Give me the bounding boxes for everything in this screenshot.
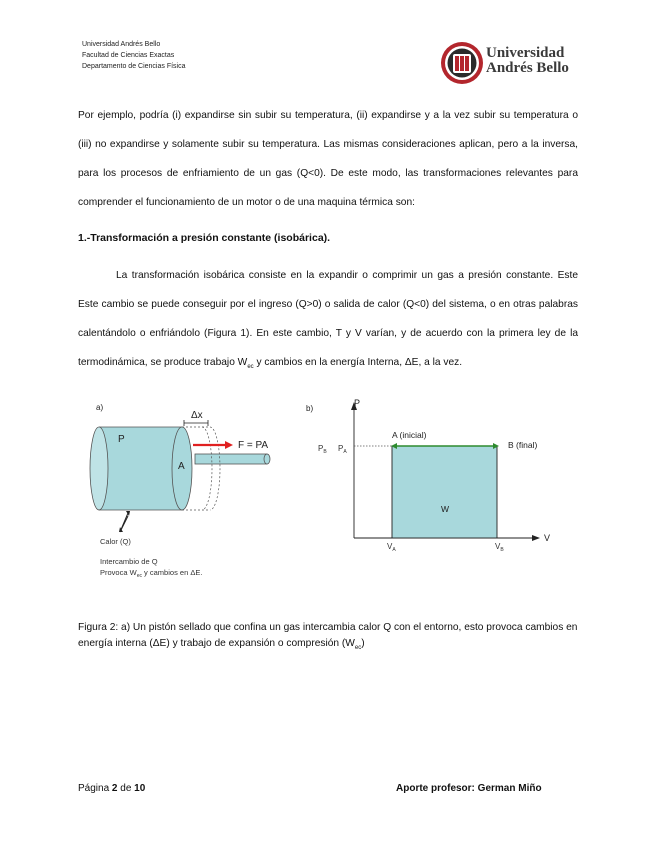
caption-text: Figura 2: a) Un pistón sellado que confina un gas intercambia calor Q con el entorno, esto provoca cambios en energía interna (ΔE) y trabajo de expansión o compresión (W [78,622,578,649]
vb-label [495,542,504,553]
page-total: 10 [134,783,146,794]
pa-label-sub: A [343,449,347,455]
paragraph-isobaric-text: La transformación isobárica consiste en la expandir o comprimir un gas a presión constante. Este Este cambio se puede conseguir por el ingreso (Q>0) o salida de calor (Q<0) del sistema, o en otras palabras calentándolo o enfriándolo (Figura 1). En este cambio, T y V varían, y de acuerdo con la primera ley de la termodinámica, se produce trabajo W [78,270,578,368]
header-university: Universidad Andrés Bello [82,41,161,48]
figure-b-label: b) [306,404,314,413]
force-arrow-head [225,441,233,449]
va-label-main: V [387,542,393,551]
delta-x-label: Δx [191,410,203,421]
start-state-label: A (inicial) [392,430,427,440]
pa-label-main: P [338,444,344,453]
piston-displaced-outline [210,427,220,510]
vb-label-sub: B [500,547,504,553]
note-line-2 [100,568,202,579]
page-middle: de [117,783,135,794]
note-line-2-end: y cambios en ΔE. [141,568,203,577]
figure-a-label: a) [96,403,104,412]
heat-arrow-out [121,516,128,530]
pb-label-main: P [318,444,324,453]
pressure-label: P [118,434,125,445]
page-current: 2 [111,783,118,794]
end-state-label: B (final) [508,440,538,450]
v-axis-label: V [544,533,551,543]
note-subscript: ec [136,573,142,579]
vb-label-main: V [495,542,501,551]
work-subscript: ec [247,364,254,371]
paragraph-intro: Por ejemplo, podría (i) expandirse sin subir su temperatura, (ii) expandirse y a la vez subir su temperatura o (iii) no expandirse y solamente subir su temperatura. Las mismas consideraciones aplican, pero a la inversa, para los procesos de enfriamiento de un gas (Q<0). De este modo, las transformaciones relevantes para comprender el funcionamiento de un motor o de una maquina térmica son: [78,110,578,208]
va-label-sub: A [392,547,396,553]
university-seal-icon [440,40,484,86]
figure-caption [78,620,578,656]
logo-line-1: Universidad [486,45,565,61]
pb-label-sub: B [323,449,327,455]
force-label: F = PA [238,440,269,451]
caption-text-end: ) [361,638,365,649]
piston-rod-end [264,454,270,464]
p-axis-label: P [354,398,361,408]
cylinder-body [99,427,182,510]
heat-label: Calor (Q) [100,537,131,546]
page-number [78,783,145,794]
v-axis-arrow-icon [532,535,540,541]
section-heading: 1.-Transformación a presión constante (isobárica). [78,232,331,244]
paragraph-isobaric-text-end: y cambios en la energía Interna, ΔE, a la vez. [253,357,463,368]
note-line-2-start: Provoca W [100,568,137,577]
piston-rod [195,454,267,464]
figure-pv-diagram [298,396,560,558]
paragraph-isobaric [78,261,578,382]
area-label: A [178,461,185,472]
caption-subscript: ec [354,645,362,652]
figure-piston [80,398,280,583]
footer-author: Aporte profesor: German Miño [396,783,542,794]
pa-label [338,444,347,455]
work-area [392,446,497,538]
va-label [387,542,396,553]
logo-line-2: Andrés Bello [486,60,569,76]
header-department: Departamento de Ciencias Física [82,63,186,70]
university-logo [440,40,570,86]
logo-wordmark [486,46,569,76]
note-line-1: Intercambio de Q [100,557,158,566]
page-prefix: Página [78,783,112,794]
piston-displaced-outline-inner [202,427,212,510]
cylinder-back-face [90,427,108,510]
pb-label [318,444,327,455]
header-faculty: Facultad de Ciencias Exactas [82,52,175,59]
work-label: W [441,504,450,514]
